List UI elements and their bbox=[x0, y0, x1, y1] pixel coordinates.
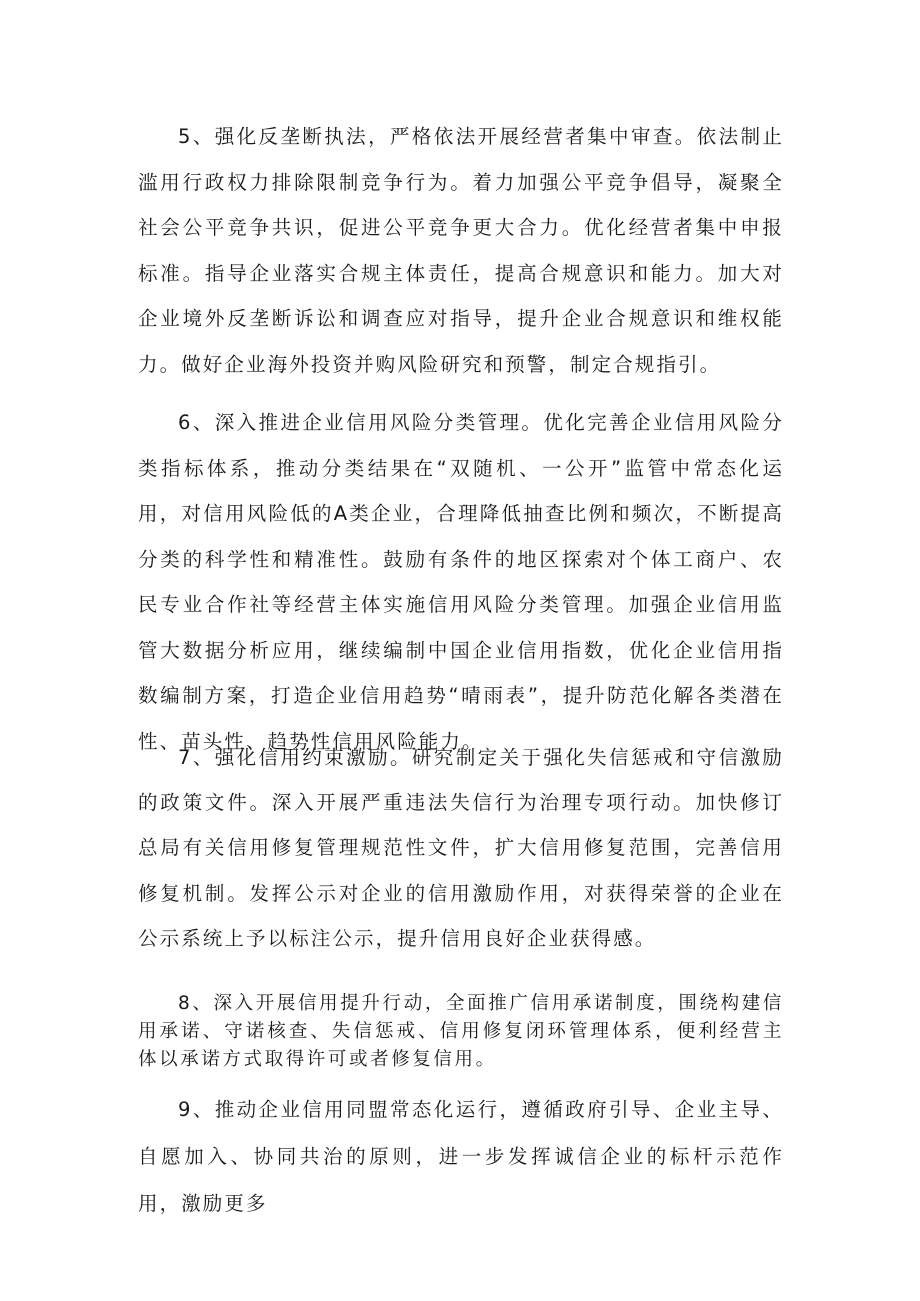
paragraph-5: 5、强化反垄断执法，严格依法开展经营者集中审查。依法制止滥用行政权力排除限制竞争行为。着力加强公平竞争倡导，凝聚全社会公平竞争共识，促进公平竞争更大合力。优化经营者集中申报标准。指导企业落实合规主体责任，提高合规意识和能力。加大对企业境外反垄断诉讼和调查应对指导，提升企业合规意识和维权能力。做好企业海外投资并购风险研究和预警，制定合规指引。 bbox=[138, 125, 784, 376]
paragraph-9: 9、推动企业信用同盟常态化运行，遵循政府引导、企业主导、自愿加入、协同共治的原则，进一步发挥诚信企业的标杆示范作用，激励更多 bbox=[138, 1098, 784, 1215]
paragraph-6: 6、深入推进企业信用风险分类管理。优化完善企业信用风险分类指标体系，推动分类结果在“双随机、一公开”监管中常态化运用，对信用风险低的A类企业，合理降低抽查比例和频次，不断提高分类的科学性和精准性。鼓励有条件的地区探索对个体工商户、农民专业合作社等经营主体实施信用风险分类管理。加强企业信用监管大数据分析应用，继续编制中国企业信用指数，优化企业信用指数编制方案，打造企业信用趋势“晴雨表”，提升防范化解各类潜在性、苗头性、趋势性信用风险能力。 bbox=[138, 411, 784, 753]
paragraph-8: 8、深入开展信用提升行动，全面推广信用承诺制度，围绕构建信用承诺、守诺核查、失信惩戒、信用修复闭环管理体系，便利经营主体以承诺方式取得许可或者修复信用。 bbox=[138, 993, 784, 1070]
paragraph-7: 7、强化信用约束激励。研究制定关于强化失信惩戒和守信激励的政策文件。深入开展严重违法失信行为治理专项行动。加快修订总局有关信用修复管理规范性文件，扩大信用修复范围，完善信用修复机制。发挥公示对企业的信用激励作用，对获得荣誉的企业在公示系统上予以标注公示，提升信用良好企业获得感。 bbox=[138, 746, 784, 950]
